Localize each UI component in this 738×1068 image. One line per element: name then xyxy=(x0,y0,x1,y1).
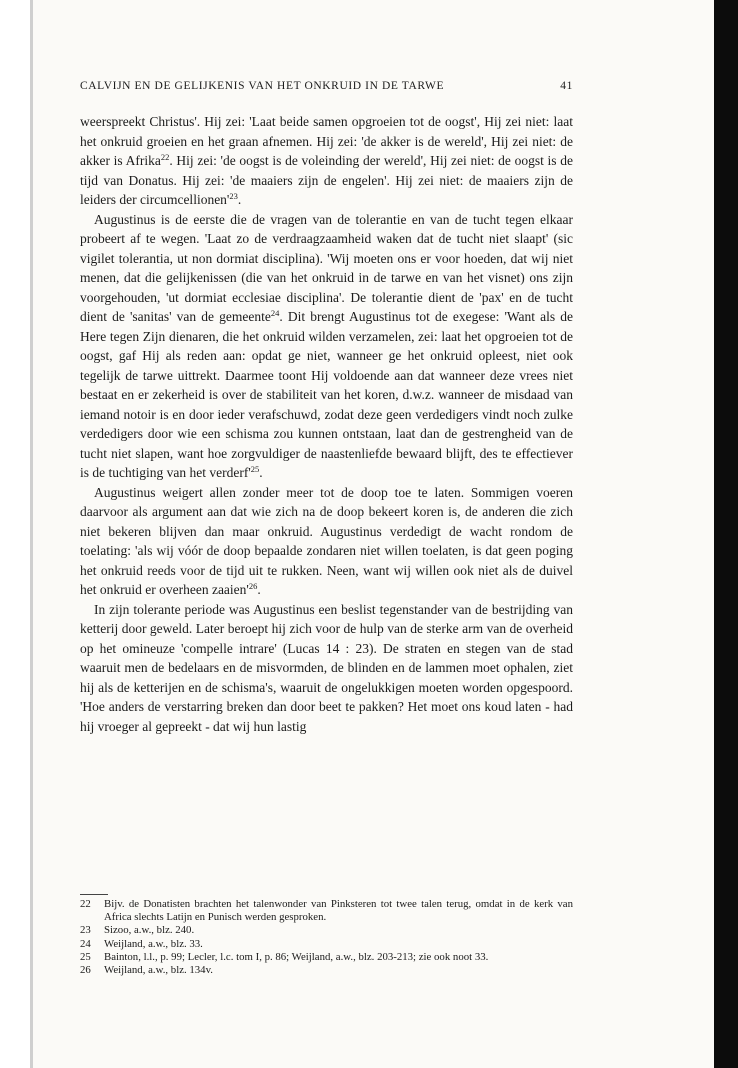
page-number: 41 xyxy=(560,80,573,92)
footnote-number: 25 xyxy=(80,950,91,963)
footnotes xyxy=(80,898,573,977)
footnote-ref: 24 xyxy=(270,308,280,318)
footnote-text: Bainton, l.l., p. 99; Lecler, l.c. tom I, p. 86; Weijland, a.w., blz. 203-213; zie ook noot 33. xyxy=(104,950,489,963)
running-title: CALVIJN EN DE GELIJKENIS VAN HET ONKRUID IN DE TARWE xyxy=(80,80,445,92)
scan-right-border xyxy=(714,0,738,1068)
running-head xyxy=(80,80,573,92)
paragraph-text: Augustinus is de eerste die de vragen van de tolerantie en van de tucht tegen elkaar probeert af te wegen. 'Laat zo de verdraagzaamheid waken dat de tucht niet slaapt' (sic vigilet tolerantia, ut non dormiat disciplina). 'Wij moeten ons er voor hoeden, dat wij niet menen, dat die gelijkenissen (die van het onkruid in de tarwe en van het visnet) ons zijn voorgehouden, 'ut dormiat ecclesiae disciplina'. De tolerantie dient de 'pax' en de tucht dient de 'sanitas' van de gemeente xyxy=(80,211,573,324)
footnote-number: 24 xyxy=(80,937,91,950)
footnote xyxy=(80,924,573,937)
paragraph-text: . Hij zei: 'de oogst is de voleinding der wereld', Hij zei niet: de oogst is de tijd van Donatus. Hij zei: 'de maaiers zijn de engelen'. Hij zei niet: de maaiers zijn de leiders der circumcellionen' xyxy=(80,153,573,207)
paragraph-text: . Dit brengt Augustinus tot de exegese: 'Want als de Here tegen Zijn dienaren, die het onkruid wilden verzamelen, zei: laat het opgroeien tot de oogst, gaf Hij als reden aan: opdat ge niet, wanneer ge het onkruid opleest, niet ook tegelijk de tarwe uittrekt. Daarmee toont Hij voldoende aan dat wanneer deze vrees niet bestaat en er zekerheid is over de stabiliteit van het koren, d.w.z. wanneer de misdaad van iemand notoir is en door ieder verafschuwd, zodat deze geen verdedigers vindt noch zulke verdedigers door wie een schisma zou kunnen ontstaan, laat dan de gestrengheid van de tucht niet slapen, want hoe zorgvuldiger de naastenliefde bewaard blijft, des te effectiever is de tuchtiging van het verderf' xyxy=(80,309,573,480)
footnote-ref: 26 xyxy=(248,581,258,591)
paragraph-1 xyxy=(80,112,573,210)
paragraph-text: Augustinus weigert allen zonder meer tot de doop toe te laten. Sommigen voeren daarvoor als argument aan dat wie zich na de doop bekeert koren is, de anderen die zich niet bekeren blijven dan maar onkruid. Augustinus verdedigt de wacht rondom de toelating: 'als wij vóór de doop bepaalde zondaren niet willen toelaten, is dat geen poging het onkruid reeds voor de tijd uit te rukken. Neen, want wij willen ook niet als de duivel het onkruid er overheen zaaien' xyxy=(80,484,573,597)
footnote-text: Sizoo, a.w., blz. 240. xyxy=(104,924,195,937)
paragraph-text: . xyxy=(257,582,261,597)
footnote-ref: 23 xyxy=(229,191,238,201)
footnote-ref: 25 xyxy=(250,464,260,474)
footnote-number: 22 xyxy=(80,898,91,910)
footnote-text: Weijland, a.w., blz. 33. xyxy=(104,937,203,950)
paragraph-text: . xyxy=(259,465,263,480)
footnote xyxy=(80,964,573,977)
paragraph-text: weerspreekt Christus'. Hij zei: 'Laat beide samen opgroeien tot de oogst', Hij zei niet: laat het onkruid groeien en het graan afnemen. Hij zei: 'de akker is de wereld', Hij zei niet: de akker is Afrika xyxy=(80,114,573,168)
footnote xyxy=(80,938,573,951)
footnote-ref: 22 xyxy=(160,152,170,162)
paragraph-text: . xyxy=(237,192,242,207)
footnote xyxy=(80,898,573,924)
footnote-text: Bijv. de Donatisten brachten het talenwonder van Pinksteren tot twee talen terug, omdat in de kerk van Africa slechts Latijn en Punisch werden gesproken. xyxy=(104,898,573,924)
footnote-number: 23 xyxy=(80,924,91,937)
footnote-text: Weijland, a.w., blz. 134v. xyxy=(104,964,213,977)
paragraph-text: In zijn tolerante periode was Augustinus een beslist tegenstander van de bestrijding van ketterij door geweld. Later beroept hij zich voor de hulp van de sterke arm van de overheid op het omineuze 'compelle intrare' (Lucas 14 : 23). De straten en stegen van de stad waaruit men de bedelaars en de misvormden, de blinden en de lammen moet ophalen, ziet hij als de ketterijen en de schisma's, waaruit de ongelukkigen moeten worden opgespoord. 'Hoe anders de verstarring breken dan door beet te pakken? Het moet ons koud laten - had hij vroeger al gepreekt - dat wij hun lastig xyxy=(80,601,573,734)
paragraph-3 xyxy=(80,483,573,600)
footnote-number: 26 xyxy=(80,964,91,977)
paragraph-2 xyxy=(80,210,573,483)
body-text xyxy=(80,112,573,736)
footnote xyxy=(80,951,573,964)
footnote-divider xyxy=(80,894,108,895)
paragraph-4 xyxy=(80,600,573,737)
